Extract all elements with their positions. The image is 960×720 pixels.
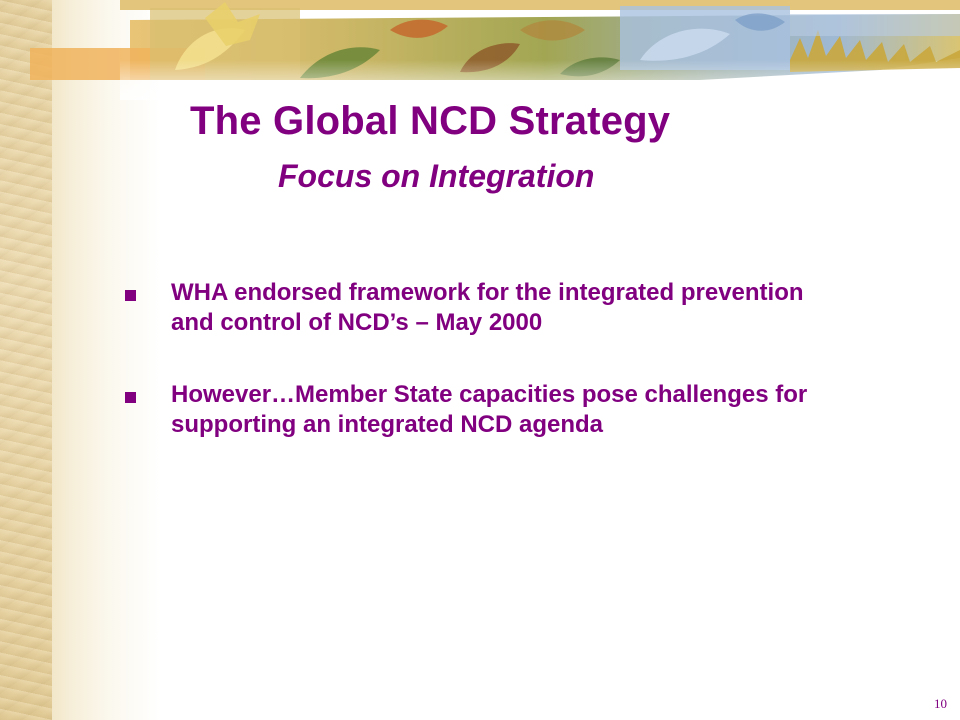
slide-subtitle: Focus on Integration [278,158,595,194]
page-number: 10 [934,696,947,711]
bullet-item [125,278,845,338]
slide-title: The Global NCD Strategy [190,99,671,143]
bullet-item [125,380,845,440]
bullet-list [125,278,845,482]
square-bullet-icon [125,290,136,301]
autumn-leaves-banner-icon [0,0,960,100]
parchment-texture-icon [0,0,52,720]
bullet-text: However…Member State capacities pose challenges for supporting an integrated NCD agenda [171,381,808,438]
title-block [190,98,890,196]
bullet-text: WHA endorsed framework for the integrated prevention and control of NCD’s – May 2000 [171,279,804,336]
square-bullet-icon [125,392,136,403]
